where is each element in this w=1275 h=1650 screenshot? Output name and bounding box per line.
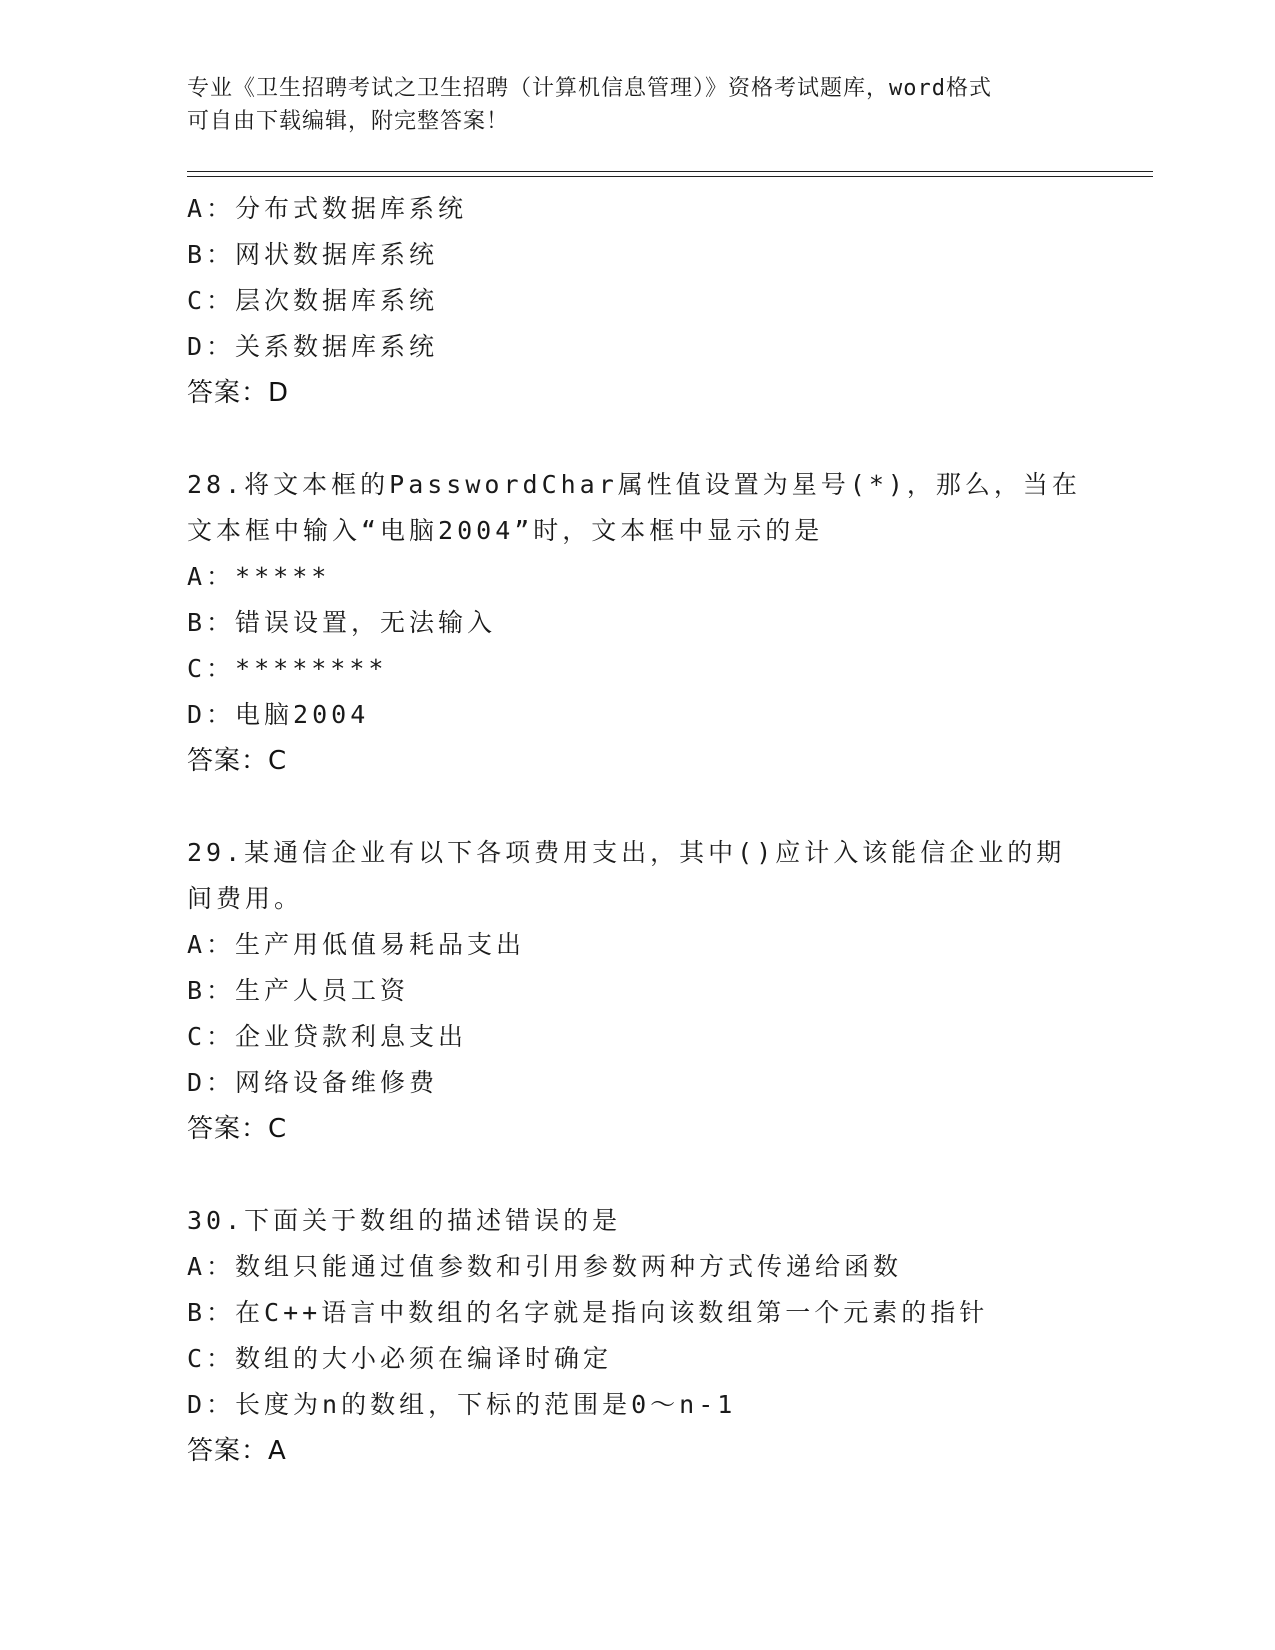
- question-block: [187, 462, 1087, 784]
- answer-line: 答案：D: [187, 378, 290, 408]
- option-d: D：电脑2004: [187, 700, 370, 729]
- header-rule-top: [187, 171, 1153, 172]
- question-stem: 29.某通信企业有以下各项费用支出，其中()应计入该能信企业的期间费用。: [187, 838, 1066, 913]
- question-block: [187, 1198, 1087, 1474]
- answer-line: 答案：C: [187, 746, 288, 776]
- option-c: C：********: [187, 654, 388, 683]
- option-a: A：*****: [187, 562, 331, 591]
- option-b: B：网状数据库系统: [187, 240, 439, 269]
- option-a: A：分布式数据库系统: [187, 194, 468, 223]
- option-c: C：数组的大小必须在编译时确定: [187, 1344, 613, 1373]
- question-stem: 30.下面关于数组的描述错误的是: [187, 1206, 622, 1235]
- option-a: A：生产用低值易耗品支出: [187, 930, 526, 959]
- option-c: C：企业贷款利息支出: [187, 1022, 468, 1051]
- question-block: [187, 186, 1087, 416]
- option-b: B：错误设置，无法输入: [187, 608, 497, 637]
- option-b: B：在C++语言中数组的名字就是指向该数组第一个元素的指针: [187, 1298, 989, 1327]
- option-d: D：关系数据库系统: [187, 332, 439, 361]
- header-line-1: 专业《卫生招聘考试之卫生招聘（计算机信息管理）》资格考试题库，word格式: [187, 76, 992, 101]
- option-a: A：数组只能通过值参数和引用参数两种方式传递给函数: [187, 1252, 903, 1281]
- answer-line: 答案：C: [187, 1114, 288, 1144]
- question-list: [187, 186, 1087, 1474]
- question-block: [187, 830, 1087, 1152]
- option-d: D：网络设备维修费: [187, 1068, 439, 1097]
- document-header: [187, 72, 1087, 138]
- option-c: C：层次数据库系统: [187, 286, 439, 315]
- answer-line: 答案：A: [187, 1436, 287, 1466]
- header-line-2: 可自由下载编辑，附完整答案！: [187, 109, 510, 134]
- option-b: B：生产人员工资: [187, 976, 410, 1005]
- header-rule-bottom: [187, 176, 1153, 177]
- question-stem: 28.将文本框的PasswordChar属性值设置为星号(*)，那么，当在文本框中输入“电脑2004”时，文本框中显示的是: [187, 470, 1081, 545]
- option-d: D：长度为n的数组，下标的范围是0～n-1: [187, 1390, 737, 1419]
